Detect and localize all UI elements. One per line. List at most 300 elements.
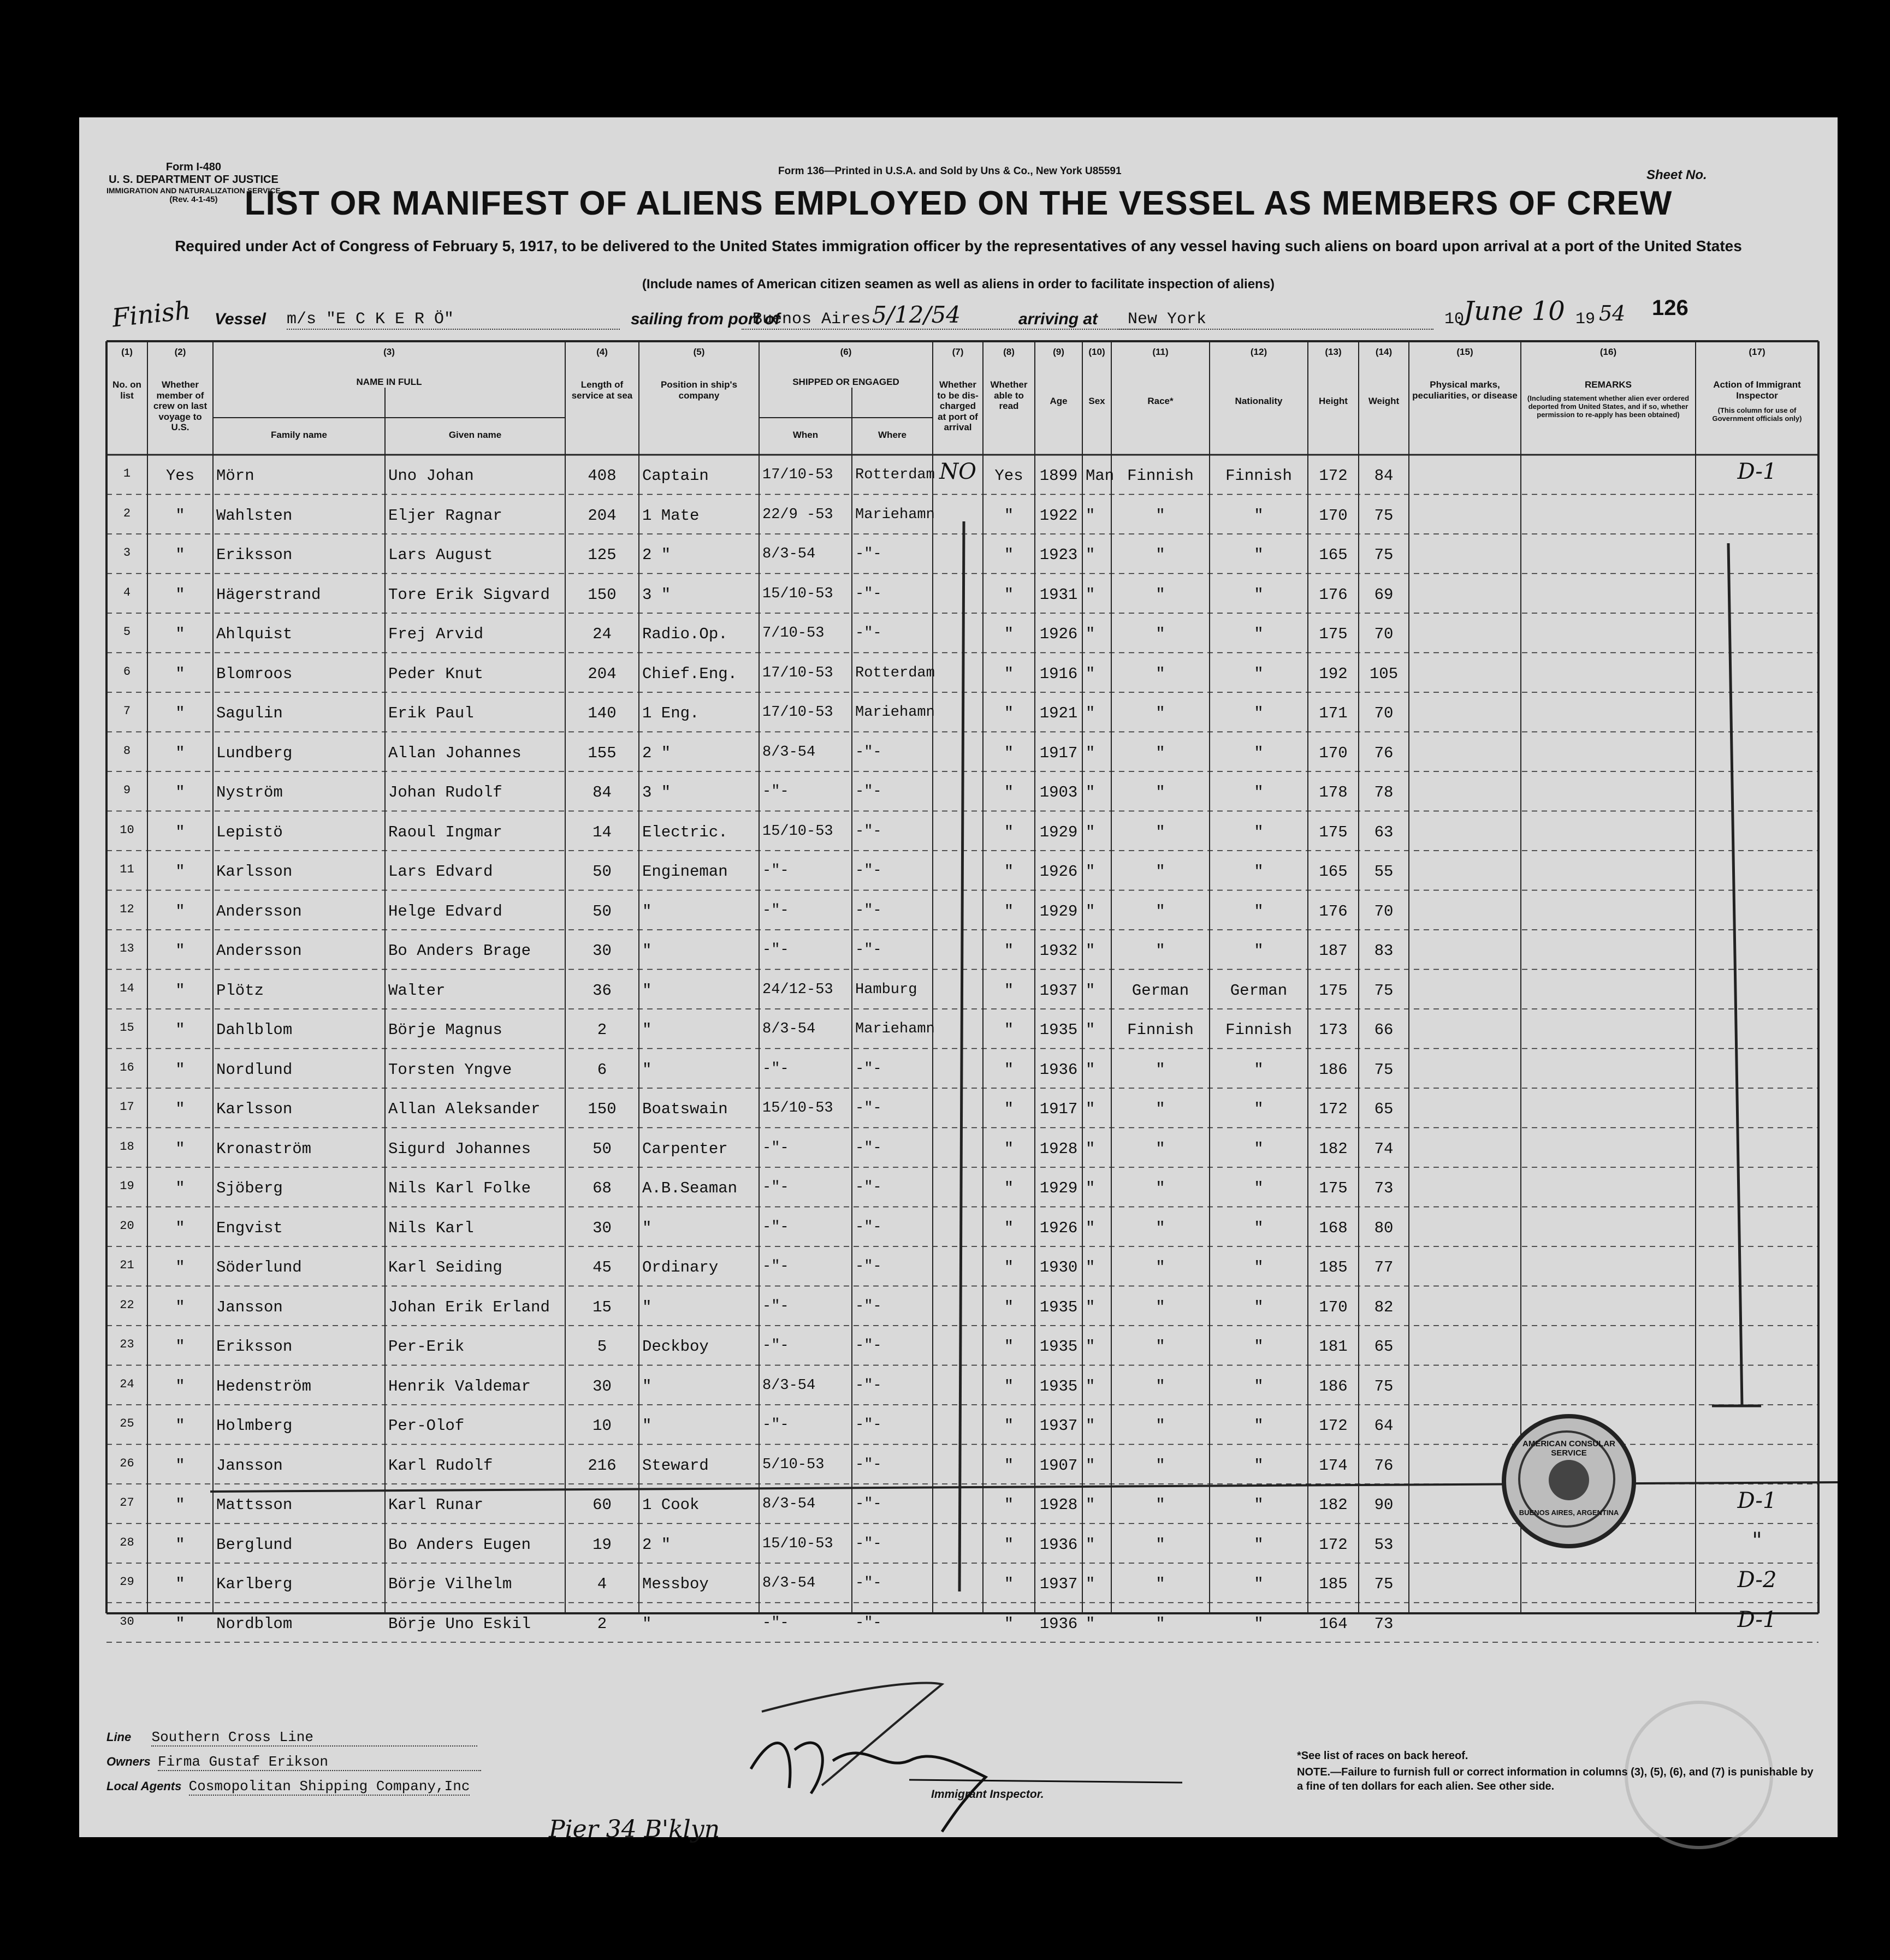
nationality: ": [1254, 1139, 1264, 1158]
able-to-read: ": [1004, 1021, 1014, 1039]
previous-voyage: ": [175, 1021, 185, 1039]
sex: ": [1086, 625, 1095, 643]
shipped-where: -"-: [855, 744, 882, 761]
shipped-where: -"-: [855, 1298, 882, 1315]
shipped-where: -"-: [855, 1614, 882, 1631]
length-of-service: 30: [593, 1377, 612, 1395]
age: 1917: [1039, 1100, 1078, 1118]
length-of-service: 45: [593, 1258, 612, 1276]
height: 192: [1319, 664, 1348, 683]
sex: ": [1086, 783, 1095, 801]
weight: 53: [1374, 1535, 1394, 1554]
shipped-when: 8/3-54: [762, 1575, 816, 1591]
column-number: (4): [596, 347, 608, 357]
weight: 84: [1374, 467, 1394, 485]
family-name: Dahlblom: [216, 1021, 293, 1039]
sex: ": [1086, 1456, 1095, 1475]
family-name: Hägerstrand: [216, 585, 321, 604]
length-of-service: 140: [588, 704, 617, 722]
line-field: [106, 1728, 477, 1745]
height: 172: [1319, 1535, 1348, 1554]
age: 1923: [1039, 546, 1078, 564]
header-able-to-read: Whether able to read: [990, 379, 1028, 412]
previous-voyage: ": [175, 783, 185, 801]
nationality: ": [1254, 863, 1264, 881]
length-of-service: 60: [593, 1496, 612, 1514]
position: ": [642, 1021, 652, 1039]
shipped-when: 15/10-53: [762, 585, 833, 602]
family-name: Wahlsten: [216, 506, 293, 525]
position: Engineman: [642, 863, 728, 881]
height: 175: [1319, 823, 1348, 841]
row-number: 21: [120, 1258, 134, 1272]
weight: 76: [1374, 744, 1394, 762]
height: 176: [1319, 902, 1348, 920]
inspector-label: Immigrant Inspector.: [931, 1788, 1044, 1801]
header-remarks-note: (Including statement whether alien ever ordered deported from United States, and if so, whether permission to re-apply has been obtained): [1527, 394, 1690, 419]
weight: 74: [1374, 1139, 1394, 1158]
sex: ": [1086, 664, 1095, 683]
shipped-when: -"-: [762, 902, 789, 919]
race: ": [1156, 744, 1165, 762]
sex: ": [1086, 1298, 1095, 1316]
nationality: ": [1254, 704, 1264, 722]
row-number: 28: [120, 1535, 134, 1549]
given-name: Bo Anders Brage: [388, 942, 531, 960]
able-to-read: ": [1004, 1298, 1014, 1316]
previous-voyage: ": [175, 1298, 185, 1316]
sex: ": [1086, 1417, 1095, 1435]
shipped-when: -"-: [762, 1258, 789, 1275]
row-number: 8: [123, 744, 131, 758]
column-number: (14): [1375, 347, 1393, 357]
age: 1899: [1039, 467, 1078, 485]
row-number: 19: [120, 1179, 134, 1193]
row-number: 15: [120, 1021, 134, 1035]
given-name: Allan Aleksander: [388, 1100, 541, 1118]
given-name: Lars August: [388, 546, 493, 564]
eagle-seal-icon: [1549, 1460, 1589, 1500]
action-bracket: [1712, 543, 1761, 1406]
previous-voyage: ": [175, 1100, 185, 1118]
shipped-when: 7/10-53: [762, 625, 825, 642]
age: 1928: [1039, 1139, 1078, 1158]
nationality: ": [1254, 1338, 1264, 1356]
header-no-on-list: No. on list: [112, 379, 141, 401]
length-of-service: 150: [588, 1100, 617, 1118]
family-name: Karlsson: [216, 1100, 293, 1118]
page-title: LIST OR MANIFEST OF ALIENS EMPLOYED ON THE VESSEL AS MEMBERS OF CREW: [244, 185, 1673, 222]
race: ": [1156, 704, 1165, 722]
able-to-read: ": [1004, 704, 1014, 722]
length-of-service: 50: [593, 1139, 612, 1158]
header-remarks: REMARKS: [1585, 379, 1632, 390]
shipped-when: 8/3-54: [762, 1021, 816, 1037]
race: ": [1156, 1139, 1165, 1158]
position: 3 ": [642, 585, 671, 604]
position: Radio.Op.: [642, 625, 728, 643]
given-name: Börje Vilhelm: [388, 1575, 512, 1593]
sex: Man: [1086, 467, 1115, 485]
age: 1903: [1039, 783, 1078, 801]
previous-voyage: ": [175, 1258, 185, 1276]
nationality: ": [1254, 1417, 1264, 1435]
family-name: Holmberg: [216, 1417, 293, 1435]
previous-voyage: Yes: [165, 467, 195, 485]
manifest-sheet: [79, 117, 1838, 1843]
previous-voyage: ": [175, 863, 185, 881]
race: ": [1156, 1496, 1165, 1514]
weight: 77: [1374, 1258, 1394, 1276]
position: Messboy: [642, 1575, 709, 1593]
race: ": [1156, 1060, 1165, 1079]
race: ": [1156, 1179, 1165, 1197]
revision: (Rev. 4-1-45): [169, 195, 218, 205]
position: A.B.Seaman: [642, 1179, 738, 1197]
given-name: Bo Anders Eugen: [388, 1535, 531, 1554]
column-number: (17): [1749, 347, 1765, 357]
age: 1931: [1039, 585, 1078, 604]
previous-voyage: ": [175, 942, 185, 960]
previous-voyage: ": [175, 625, 185, 643]
able-to-read: ": [1004, 863, 1014, 881]
nationality: ": [1254, 942, 1264, 960]
able-to-read: ": [1004, 664, 1014, 683]
position: Boatswain: [642, 1100, 728, 1118]
family-name: Sagulin: [216, 704, 283, 722]
vessel-name: m/s "E C K E R Ö": [287, 310, 620, 330]
race: ": [1156, 1614, 1165, 1633]
age: 1926: [1039, 1219, 1078, 1237]
column-number: (1): [121, 347, 133, 357]
sex: ": [1086, 1021, 1095, 1039]
position: Chief.Eng.: [642, 664, 738, 683]
signature-underline: [909, 1780, 1182, 1783]
length-of-service: 204: [588, 664, 617, 683]
header-age: Age: [1050, 396, 1068, 406]
previous-voyage: ": [175, 1535, 185, 1554]
row-number: 9: [123, 783, 131, 797]
length-of-service: 50: [593, 863, 612, 881]
row-number: 10: [120, 823, 134, 837]
sailing-label: sailing from port of: [631, 310, 780, 328]
position: ": [642, 1417, 652, 1435]
previous-voyage: ": [175, 1496, 185, 1514]
previous-voyage: ": [175, 981, 185, 1000]
row-number: 18: [120, 1139, 134, 1154]
vessel-label: Vessel: [215, 310, 266, 328]
given-name: Uno Johan: [388, 467, 474, 485]
given-name: Börje Magnus: [388, 1021, 502, 1039]
previous-voyage: ": [175, 585, 185, 604]
nationality: ": [1254, 744, 1264, 762]
previous-voyage: ": [175, 1219, 185, 1237]
stamp-bottom-text: BUENOS AIRES, ARGENTINA: [1519, 1508, 1619, 1517]
column-number: (9): [1053, 347, 1064, 357]
position: ": [642, 942, 652, 960]
length-of-service: 36: [593, 981, 612, 1000]
previous-voyage: ": [175, 1060, 185, 1079]
position: Carpenter: [642, 1139, 728, 1158]
family-name: Nordlund: [216, 1060, 293, 1079]
sex: ": [1086, 1575, 1095, 1593]
age: 1922: [1039, 506, 1078, 525]
position: 3 ": [642, 783, 671, 801]
sail-date-handwritten: 5/12/54: [872, 301, 961, 328]
able-to-read: ": [1004, 1456, 1014, 1475]
position: 2 ": [642, 546, 671, 564]
age: 1935: [1039, 1338, 1078, 1356]
race: ": [1156, 1417, 1165, 1435]
weight: 82: [1374, 1298, 1394, 1316]
family-name: Eriksson: [216, 1338, 293, 1356]
given-name: Allan Johannes: [388, 744, 522, 762]
previous-voyage: ": [175, 546, 185, 564]
discharge: NO: [939, 459, 976, 484]
sex: ": [1086, 1496, 1095, 1514]
row-number: 22: [120, 1298, 134, 1312]
length-of-service: 216: [588, 1456, 617, 1475]
shipped-where: -"-: [855, 863, 882, 879]
race: ": [1156, 1575, 1165, 1593]
able-to-read: ": [1004, 1060, 1014, 1079]
row-number: 7: [123, 704, 131, 718]
column-number: (7): [952, 347, 964, 357]
sex: ": [1086, 1377, 1095, 1395]
race: ": [1156, 546, 1165, 564]
stamp-number: 126: [1652, 296, 1688, 320]
length-of-service: 125: [588, 546, 617, 564]
height: 172: [1319, 1417, 1348, 1435]
required-text: Required under Act of Congress of February 5, 1917, to be delivered to the United States immigration officer by the representatives of any vessel having such aliens on board upon arrival at a port of the United States: [175, 237, 1742, 254]
length-of-service: 30: [593, 942, 612, 960]
given-name: Karl Runar: [388, 1496, 484, 1514]
position: Deckboy: [642, 1338, 709, 1356]
age: 1935: [1039, 1377, 1078, 1395]
pier-note-handwritten: Pier 34 B'klyn: [549, 1815, 720, 1843]
height: 175: [1319, 981, 1348, 1000]
race: ": [1156, 942, 1165, 960]
weight: 73: [1374, 1179, 1394, 1197]
age: 1929: [1039, 823, 1078, 841]
column-number: (15): [1456, 347, 1473, 357]
given-name: Eljer Ragnar: [388, 506, 502, 525]
race: ": [1156, 625, 1165, 643]
row-number: 16: [120, 1060, 134, 1074]
weight: 70: [1374, 902, 1394, 920]
shipped-where: Hamburg: [855, 981, 917, 998]
able-to-read: ": [1004, 823, 1014, 841]
header-weight: Weight: [1368, 396, 1400, 406]
column-number: (6): [840, 347, 852, 357]
nationality: ": [1254, 783, 1264, 801]
column-number: (2): [174, 347, 186, 357]
position: ": [642, 1614, 652, 1633]
weight: 75: [1374, 506, 1394, 525]
family-name: Ahlquist: [216, 625, 293, 643]
family-name: Sjöberg: [216, 1179, 283, 1197]
race: ": [1156, 1100, 1165, 1118]
row-number: 4: [123, 585, 131, 599]
race: ": [1156, 1535, 1165, 1554]
family-name: Berglund: [216, 1535, 293, 1554]
age: 1929: [1039, 1179, 1078, 1197]
able-to-read: ": [1004, 744, 1014, 762]
race: ": [1156, 585, 1165, 604]
age: 1926: [1039, 625, 1078, 643]
row-number: 20: [120, 1219, 134, 1233]
position: Steward: [642, 1456, 709, 1475]
height: 185: [1319, 1258, 1348, 1276]
row-number: 3: [123, 546, 131, 560]
header-length-of-service: Length of service at sea: [571, 379, 633, 401]
nationality: ": [1254, 1456, 1264, 1475]
row-number: 14: [120, 981, 134, 995]
given-name: Nils Karl: [388, 1219, 474, 1237]
race: ": [1156, 863, 1165, 881]
weight: 65: [1374, 1338, 1394, 1356]
nationality: German: [1230, 981, 1288, 1000]
length-of-service: 68: [593, 1179, 612, 1197]
age: 1916: [1039, 664, 1078, 683]
height: 185: [1319, 1575, 1348, 1593]
race: ": [1156, 1258, 1165, 1276]
shipped-when: -"-: [762, 1338, 789, 1354]
sex: ": [1086, 863, 1095, 881]
department: U. S. DEPARTMENT OF JUSTICE: [109, 174, 279, 186]
row-number: 1: [123, 467, 131, 480]
age: 1926: [1039, 863, 1078, 881]
length-of-service: 5: [597, 1338, 607, 1356]
sex: ": [1086, 1179, 1095, 1197]
family-name: Jansson: [216, 1456, 283, 1475]
shipped-where: -"-: [855, 1100, 882, 1116]
height: 168: [1319, 1219, 1348, 1237]
arriving-label: arriving at: [1018, 310, 1098, 328]
weight: 80: [1374, 1219, 1394, 1237]
able-to-read: ": [1004, 506, 1014, 525]
length-of-service: 24: [593, 625, 612, 643]
given-name: Peder Knut: [388, 664, 484, 683]
given-name: Per-Erik: [388, 1338, 465, 1356]
shipped-where: Mariehamn: [855, 506, 935, 523]
header-race: Race*: [1147, 396, 1174, 406]
family-name: Kronaström: [216, 1139, 312, 1158]
header-discharge: Whether to be dis-charged at port of arrival: [937, 379, 979, 433]
shipped-where: -"-: [855, 1456, 882, 1473]
length-of-service: 14: [593, 823, 612, 841]
height: 181: [1319, 1338, 1348, 1356]
family-name: Lepistö: [216, 823, 283, 841]
header-action: Action of Immigrant Inspector: [1713, 379, 1801, 401]
able-to-read: ": [1004, 1338, 1014, 1356]
previous-voyage: ": [175, 704, 185, 722]
able-to-read: ": [1004, 902, 1014, 920]
age: 1930: [1039, 1258, 1078, 1276]
given-name: Torsten Yngve: [388, 1060, 512, 1079]
given-name: Henrik Valdemar: [388, 1377, 531, 1395]
height: 186: [1319, 1377, 1348, 1395]
age: 1935: [1039, 1021, 1078, 1039]
height: 173: [1319, 1021, 1348, 1039]
age: 1937: [1039, 981, 1078, 1000]
length-of-service: 15: [593, 1298, 612, 1316]
shipped-when: 22/9 -53: [762, 506, 833, 523]
previous-voyage: ": [175, 1377, 185, 1395]
height: 165: [1319, 863, 1348, 881]
inspector-action: D-1: [1737, 1488, 1777, 1513]
inspector-action: D-2: [1737, 1567, 1777, 1593]
shipped-when: 8/3-54: [762, 546, 816, 562]
length-of-service: 30: [593, 1219, 612, 1237]
family-name: Eriksson: [216, 546, 293, 564]
height: 172: [1319, 467, 1348, 485]
port-to: New York: [1117, 310, 1433, 330]
weight: 65: [1374, 1100, 1394, 1118]
shipped-when: 15/10-53: [762, 823, 833, 840]
row-number: 27: [120, 1496, 134, 1510]
header-position: Position in ship's company: [660, 379, 738, 401]
owners-label: Owners: [106, 1755, 151, 1768]
line-value: Southern Cross Line: [151, 1729, 477, 1747]
shipped-where: -"-: [855, 1575, 882, 1591]
nationality: ": [1254, 1535, 1264, 1554]
shipped-where: Mariehamn: [855, 1021, 935, 1037]
shipped-where: -"-: [855, 902, 882, 919]
height: 172: [1319, 1100, 1348, 1118]
given-name: Johan Rudolf: [388, 783, 502, 801]
length-of-service: 84: [593, 783, 612, 801]
shipped-where: -"-: [855, 783, 882, 800]
shipped-where: -"-: [855, 546, 882, 562]
family-name: Karlsson: [216, 863, 293, 881]
row-number: 6: [123, 664, 131, 679]
nationality: Finnish: [1225, 1021, 1292, 1039]
family-name: Nyström: [216, 783, 283, 801]
height: 178: [1319, 783, 1348, 801]
position: ": [642, 981, 652, 1000]
height: 182: [1319, 1139, 1348, 1158]
shipped-when: 8/3-54: [762, 1377, 816, 1394]
row-number: 29: [120, 1575, 134, 1589]
length-of-service: 10: [593, 1417, 612, 1435]
sex: ": [1086, 823, 1095, 841]
family-name: Mörn: [216, 467, 254, 485]
height: 164: [1319, 1614, 1348, 1633]
race: Finnish: [1127, 467, 1194, 485]
nationality: ": [1254, 1496, 1264, 1514]
shipped-when: 17/10-53: [762, 704, 833, 721]
height: 182: [1319, 1496, 1348, 1514]
sex: ": [1086, 1614, 1095, 1633]
header-shipped-engaged: SHIPPED OR ENGAGED: [792, 377, 899, 387]
able-to-read: ": [1004, 546, 1014, 564]
able-to-read: Yes: [994, 467, 1023, 485]
shipped-where: -"-: [855, 1417, 882, 1433]
family-name: Söderlund: [216, 1258, 302, 1276]
previous-voyage: ": [175, 506, 185, 525]
shipped-where: Rotterdam: [855, 664, 935, 681]
header-height: Height: [1319, 396, 1348, 406]
given-name: Nils Karl Folke: [388, 1179, 531, 1197]
position: 1 Eng.: [642, 704, 700, 722]
nationality: Finnish: [1225, 467, 1292, 485]
able-to-read: ": [1004, 585, 1014, 604]
position: 2 ": [642, 744, 671, 762]
age: 1928: [1039, 1496, 1078, 1514]
sex: ": [1086, 1258, 1095, 1276]
nationality: ": [1254, 1179, 1264, 1197]
